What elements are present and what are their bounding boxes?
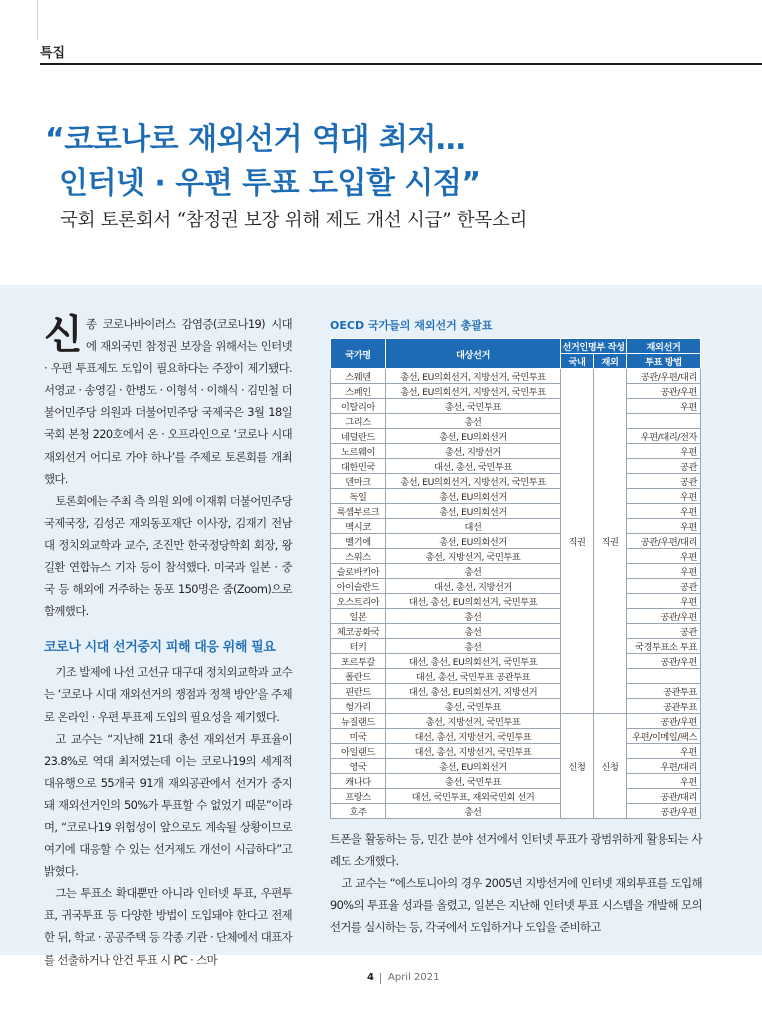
cell-country: 대한민국: [331, 459, 386, 474]
table-row: [331, 564, 701, 579]
headline-line-2: 인터넷 · 우편 투표 도입할 시점”: [59, 166, 481, 201]
cell-elections: 총선: [386, 414, 561, 429]
cell-country: 멕시코: [331, 519, 386, 534]
cell-voting-method: 우편/대리/전자: [627, 429, 701, 444]
cell-voting-method: [627, 414, 701, 429]
cell-country: 스웨덴: [331, 369, 386, 384]
page-number: 4: [367, 972, 374, 983]
cell-voting-method: 공관/우편: [627, 714, 701, 729]
table-row: [331, 744, 701, 759]
paragraph-6: 트폰을 활동하는 등, 민간 분야 선거에서 인터넷 투표가 광범위하게 활용되는 사례도 소개했다.: [330, 832, 702, 869]
cell-elections: 대선, 총선, EU의회선거, 국민투표: [386, 594, 561, 609]
cell-voting-method: 공관: [627, 474, 701, 489]
table-row: [331, 699, 701, 714]
cell-voting-method: 국경투표소 투표: [627, 639, 701, 654]
table-title: OECD 국가들의 재외선거 총괄표: [330, 319, 493, 332]
paragraph-5: 그는 투표소 확대뿐만 아니라 인터넷 투표, 우편투표, 귀국투표 등 다양한 방법이 도입돼야 한다고 전제한 뒤, 학교 · 공공주택 등 각종 기관 · 단체에서 대표자를 선출하거나 안건 투표 시 PC · 스마: [44, 886, 292, 967]
table-row: [331, 684, 701, 699]
cell-country: 오스트리아: [331, 594, 386, 609]
cell-elections: 총선, EU의회선거, 지방선거, 국민투표: [386, 369, 561, 384]
cell-elections: 총선, EU의회선거: [386, 534, 561, 549]
table-row: [331, 714, 701, 729]
table-row: [331, 459, 701, 474]
paragraph-7: 고 교수는 “에스토니아의 경우 2005년 지방선거에 인터넷 재외투표를 도입해 90%의 투표율 성과를 올렸고, 일본은 지난해 인터넷 투표 시스템을 개발해 모의 선거를 실시하는 등, 각국에서 도입하거나 도입을 준비하고: [330, 876, 702, 935]
cell-country: 룩셈부르크: [331, 504, 386, 519]
cell-country: 프랑스: [331, 789, 386, 804]
table-row: [331, 474, 701, 489]
cell-elections: 총선, EU의회선거: [386, 489, 561, 504]
table-body: [331, 369, 701, 819]
cell-elections: 총선, 지방선거: [386, 444, 561, 459]
header-elections: 대상선거: [386, 339, 561, 369]
cell-voting-method: 우편: [627, 519, 701, 534]
cell-voting-method: 공관/우편: [627, 804, 701, 819]
cell-elections: 대선, 총선, 국민투표 공관투표: [386, 669, 561, 684]
cell-elections: 총선: [386, 624, 561, 639]
cell-registry-overseas: 직권: [594, 369, 627, 714]
cell-country: 노르웨이: [331, 444, 386, 459]
cell-voting-method: 공관: [627, 459, 701, 474]
header-registry: 선거인명부 작성: [561, 339, 627, 354]
cell-elections: 대선, 총선, EU의회선거, 지방선거: [386, 684, 561, 699]
cell-elections: 대선, 총선, 지방선거, 국민투표: [386, 729, 561, 744]
cell-elections: 대선, 총선, 지방선거, 국민투표: [386, 744, 561, 759]
cell-voting-method: 공관/우편: [627, 384, 701, 399]
paragraph-1: [44, 313, 292, 490]
cell-voting-method: 공관/우편: [627, 609, 701, 624]
cell-registry-overseas: 신청: [594, 714, 627, 819]
cell-elections: 총선, 국민투표: [386, 399, 561, 414]
table-row: [331, 609, 701, 624]
table-row: [331, 414, 701, 429]
cell-elections: 총선, EU의회선거: [386, 504, 561, 519]
footer-separator: [380, 973, 381, 984]
table-row: [331, 789, 701, 804]
cell-country: 폴란드: [331, 669, 386, 684]
cell-elections: 총선, EU의회선거: [386, 429, 561, 444]
cell-voting-method: 공관: [627, 624, 701, 639]
top-margin-rule: [37, 0, 38, 40]
table-row: [331, 534, 701, 549]
table-row: [331, 489, 701, 504]
paragraph-3: 기조 발제에 나선 고선규 대구대 정치외교학과 교수는 ‘코로나 시대 재외선거의 쟁점과 정책 방안’을 주제로 온라인 · 우편 투표제 도입의 필요성을 제기했다.: [44, 665, 292, 724]
table-row: [331, 759, 701, 774]
table-row: [331, 639, 701, 654]
cell-voting-method: 우편: [627, 774, 701, 789]
cell-country: 스페인: [331, 384, 386, 399]
cell-country: 네덜란드: [331, 429, 386, 444]
cell-voting-method: 공관투표: [627, 684, 701, 699]
cell-country: 이탈리아: [331, 399, 386, 414]
cell-voting-method: 우편: [627, 489, 701, 504]
header-method-line2: 투표 방법: [627, 354, 701, 369]
paragraph-2: 토론회에는 주최 측 의원 외에 이재휘 더불어민주당 국제국장, 김성곤 재외동포재단 이사장, 김재기 전남대 정치외교학과 교수, 조진만 한국정당학회 회장, 왕길환 연합뉴스 기자 등이 참석했다. 미국과 일본 · 중국 등 해외에 거주하는 동포 150명은 줌(Zoom)으로 함께했다.: [44, 493, 292, 619]
cell-voting-method: 공관/대리: [627, 789, 701, 804]
cell-elections: 대선, 총선, 지방선거: [386, 579, 561, 594]
table-row: [331, 669, 701, 684]
cell-voting-method: 공관투표: [627, 699, 701, 714]
headline: [45, 118, 481, 206]
subheadline: 국회 토론회서 “참정권 보장 위해 제도 개선 시급” 한목소리: [60, 210, 528, 231]
cell-country: 호주: [331, 804, 386, 819]
cell-voting-method: 우편: [627, 744, 701, 759]
cell-country: 아이슬란드: [331, 579, 386, 594]
cell-voting-method: 우편: [627, 549, 701, 564]
table-row: [331, 399, 701, 414]
cell-voting-method: 우편: [627, 594, 701, 609]
cell-country: 벨기에: [331, 534, 386, 549]
cell-voting-method: [627, 669, 701, 684]
cell-voting-method: 우편: [627, 504, 701, 519]
cell-country: 아일랜드: [331, 744, 386, 759]
paragraph-4: 고 교수는 “지난해 21대 총선 재외선거 투표율이 23.8%로 역대 최저였는데 이는 코로나19의 세계적 대유행으로 55개국 91개 재외공관에서 선거가 중지돼 재외선거인의 50%가 투표할 수 없었기 때문”이라며, “코로나19 위험성이 앞으로도 계속될 상황이므로 여기에 대응할 수 있는 선거제도 개선이 시급하다”고 밝혔다.: [44, 731, 292, 879]
table-row: [331, 579, 701, 594]
cell-elections: 총선, 지방선거, 국민투표: [386, 549, 561, 564]
table-row: [331, 729, 701, 744]
cell-voting-method: 공관/우편/대리: [627, 534, 701, 549]
cell-country: 헝가리: [331, 699, 386, 714]
table-row: [331, 804, 701, 819]
cell-elections: 총선: [386, 564, 561, 579]
oecd-overseas-voting-table: [330, 338, 701, 819]
cell-voting-method: 우편: [627, 399, 701, 414]
table-row: [331, 519, 701, 534]
cell-elections: 대선, 국민투표, 재외국민회 선거: [386, 789, 561, 804]
cell-elections: 총선, 지방선거, 국민투표: [386, 714, 561, 729]
section-subheading: 코로나 시대 선거중지 피해 대응 위해 필요: [44, 640, 276, 656]
cell-registry-domestic: 직권: [561, 369, 594, 714]
cell-country: 스위스: [331, 549, 386, 564]
cell-voting-method: 공관/우편: [627, 654, 701, 669]
cell-country: 미국: [331, 729, 386, 744]
cell-country: 독일: [331, 489, 386, 504]
cell-country: 포르투갈: [331, 654, 386, 669]
cell-elections: 대선: [386, 519, 561, 534]
table-row: [331, 654, 701, 669]
paragraph-1-text: 종 코로나바이러스 감염증(코로나19) 시대에 재외국민 참정권 보장을 위해서는 인터넷 · 우편 투표제도 도입이 필요하다는 주장이 제기됐다. 서영교 · 송영길 · 한병도 · 이형석 · 이해식 · 김민철 더불어민주당 의원과 더불어민주당 국제국은 3월 18일 국회 본청 220호에서 온 · 오프라인으로 ‘코로나 시대 재외선거 어디로 가야 하나’를 주제로 토론회를 개최했다.: [44, 317, 292, 486]
table-row: [331, 549, 701, 564]
cell-elections: 대선, 총선, 국민투표: [386, 459, 561, 474]
cell-country: 터키: [331, 639, 386, 654]
issue-date: April 2021: [388, 972, 440, 983]
cell-country: 그리스: [331, 414, 386, 429]
cell-country: 슬로바키아: [331, 564, 386, 579]
cell-elections: 총선, EU의회선거, 지방선거, 국민투표: [386, 384, 561, 399]
table-row: [331, 429, 701, 444]
cell-country: 영국: [331, 759, 386, 774]
cell-voting-method: 공관: [627, 579, 701, 594]
section-underline: [40, 63, 762, 65]
cell-registry-domestic: 신청: [561, 714, 594, 819]
cell-country: 덴마크: [331, 474, 386, 489]
header-country: 국가명: [331, 339, 386, 369]
table-row: [331, 624, 701, 639]
cell-elections: 총선, EU의회선거: [386, 759, 561, 774]
table-row: [331, 369, 701, 384]
cell-elections: 대선, 총선, EU의회선거, 국민투표: [386, 654, 561, 669]
table-row: [331, 594, 701, 609]
cell-voting-method: 우편: [627, 564, 701, 579]
header-overseas: 재외: [594, 354, 627, 369]
cell-country: 체코공화국: [331, 624, 386, 639]
cell-country: 핀란드: [331, 684, 386, 699]
cell-country: 일본: [331, 609, 386, 624]
cell-voting-method: 우편/이메일/팩스: [627, 729, 701, 744]
cell-voting-method: 우편/대리: [627, 759, 701, 774]
table-row: [331, 444, 701, 459]
cell-elections: 총선: [386, 804, 561, 819]
article-left-column: [44, 313, 292, 971]
table-row: [331, 384, 701, 399]
cell-elections: 총선, 국민투표: [386, 699, 561, 714]
drop-cap: 신: [44, 312, 83, 358]
cell-elections: 총선, 국민투표: [386, 774, 561, 789]
cell-elections: 총선, EU의회선거, 지방선거, 국민투표: [386, 474, 561, 489]
cell-voting-method: 우편: [627, 444, 701, 459]
table-row: [331, 504, 701, 519]
article-right-column: [330, 828, 702, 938]
headline-line-1: “코로나로 재외선거 역대 최저…: [45, 122, 466, 157]
cell-elections: 총선: [386, 609, 561, 624]
cell-country: 캐나다: [331, 774, 386, 789]
header-method-line1: 재외선거: [627, 339, 701, 354]
cell-country: 뉴질랜드: [331, 714, 386, 729]
table-row: [331, 774, 701, 789]
header-domestic: 국내: [561, 354, 594, 369]
cell-elections: 총선: [386, 639, 561, 654]
section-label: 특집: [40, 46, 66, 61]
cell-voting-method: 공관/우편/대리: [627, 369, 701, 384]
